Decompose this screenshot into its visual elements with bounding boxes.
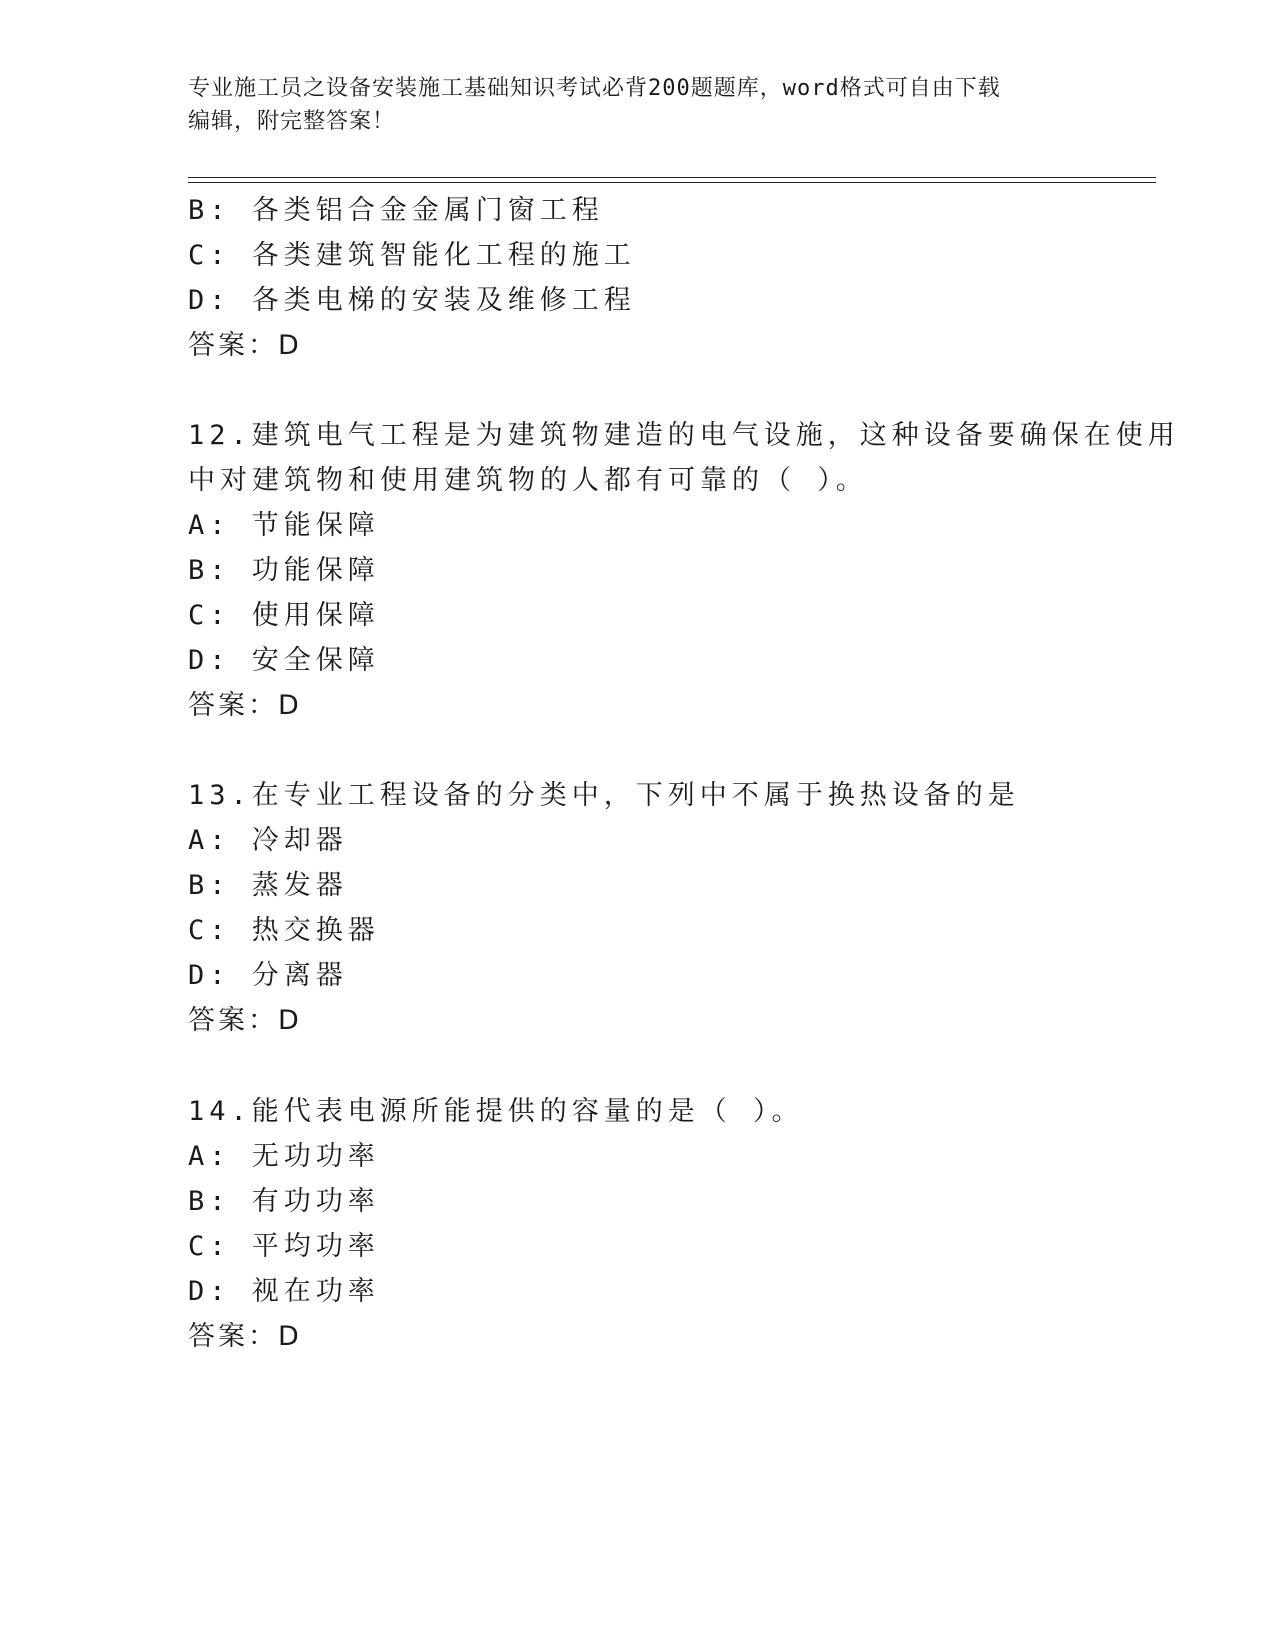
- q13-option-d: D: 分离器: [188, 960, 348, 991]
- q13-answer: 答案：D: [188, 1005, 302, 1036]
- q11-answer: 答案：D: [188, 330, 302, 361]
- q14-option-c: C: 平均功率: [188, 1231, 380, 1262]
- q12-stem-line-1: 12.建筑电气工程是为建筑物建造的电气设施，这种设备要确保在使用: [188, 420, 1180, 451]
- q13-option-a: A: 冷却器: [188, 825, 348, 856]
- q11-option-c: C: 各类建筑智能化工程的施工: [188, 240, 636, 271]
- q14-stem: 14.能代表电源所能提供的容量的是（ ）。: [188, 1096, 804, 1127]
- header-title-line-2: 编辑，附完整答案！: [188, 109, 396, 134]
- header-divider-bottom: [188, 182, 1156, 183]
- header-title-line-1: 专业施工员之设备安装施工基础知识考试必背200题题库，word格式可自由下载: [188, 76, 1001, 101]
- q14-answer: 答案：D: [188, 1321, 302, 1352]
- q11-option-b: B: 各类铝合金金属门窗工程: [188, 195, 604, 226]
- q13-option-b: B: 蒸发器: [188, 870, 348, 901]
- q12-option-a: A: 节能保障: [188, 510, 380, 541]
- q14-option-d: D: 视在功率: [188, 1276, 380, 1307]
- q12-option-c: C: 使用保障: [188, 600, 380, 631]
- q14-option-a: A: 无功功率: [188, 1141, 380, 1172]
- q14-option-b: B: 有功功率: [188, 1186, 380, 1217]
- document-header: [188, 72, 1088, 138]
- q12-option-d: D: 安全保障: [188, 645, 380, 676]
- q13-stem: 13.在专业工程设备的分类中，下列中不属于换热设备的是: [188, 780, 1020, 811]
- q13-option-c: C: 热交换器: [188, 915, 380, 946]
- header-divider-top: [188, 177, 1156, 178]
- q12-option-b: B: 功能保障: [188, 555, 380, 586]
- q12-answer: 答案：D: [188, 690, 302, 721]
- q12-stem-line-2: 中对建筑物和使用建筑物的人都有可靠的（ ）。: [188, 465, 868, 496]
- q11-option-d: D: 各类电梯的安装及维修工程: [188, 285, 636, 316]
